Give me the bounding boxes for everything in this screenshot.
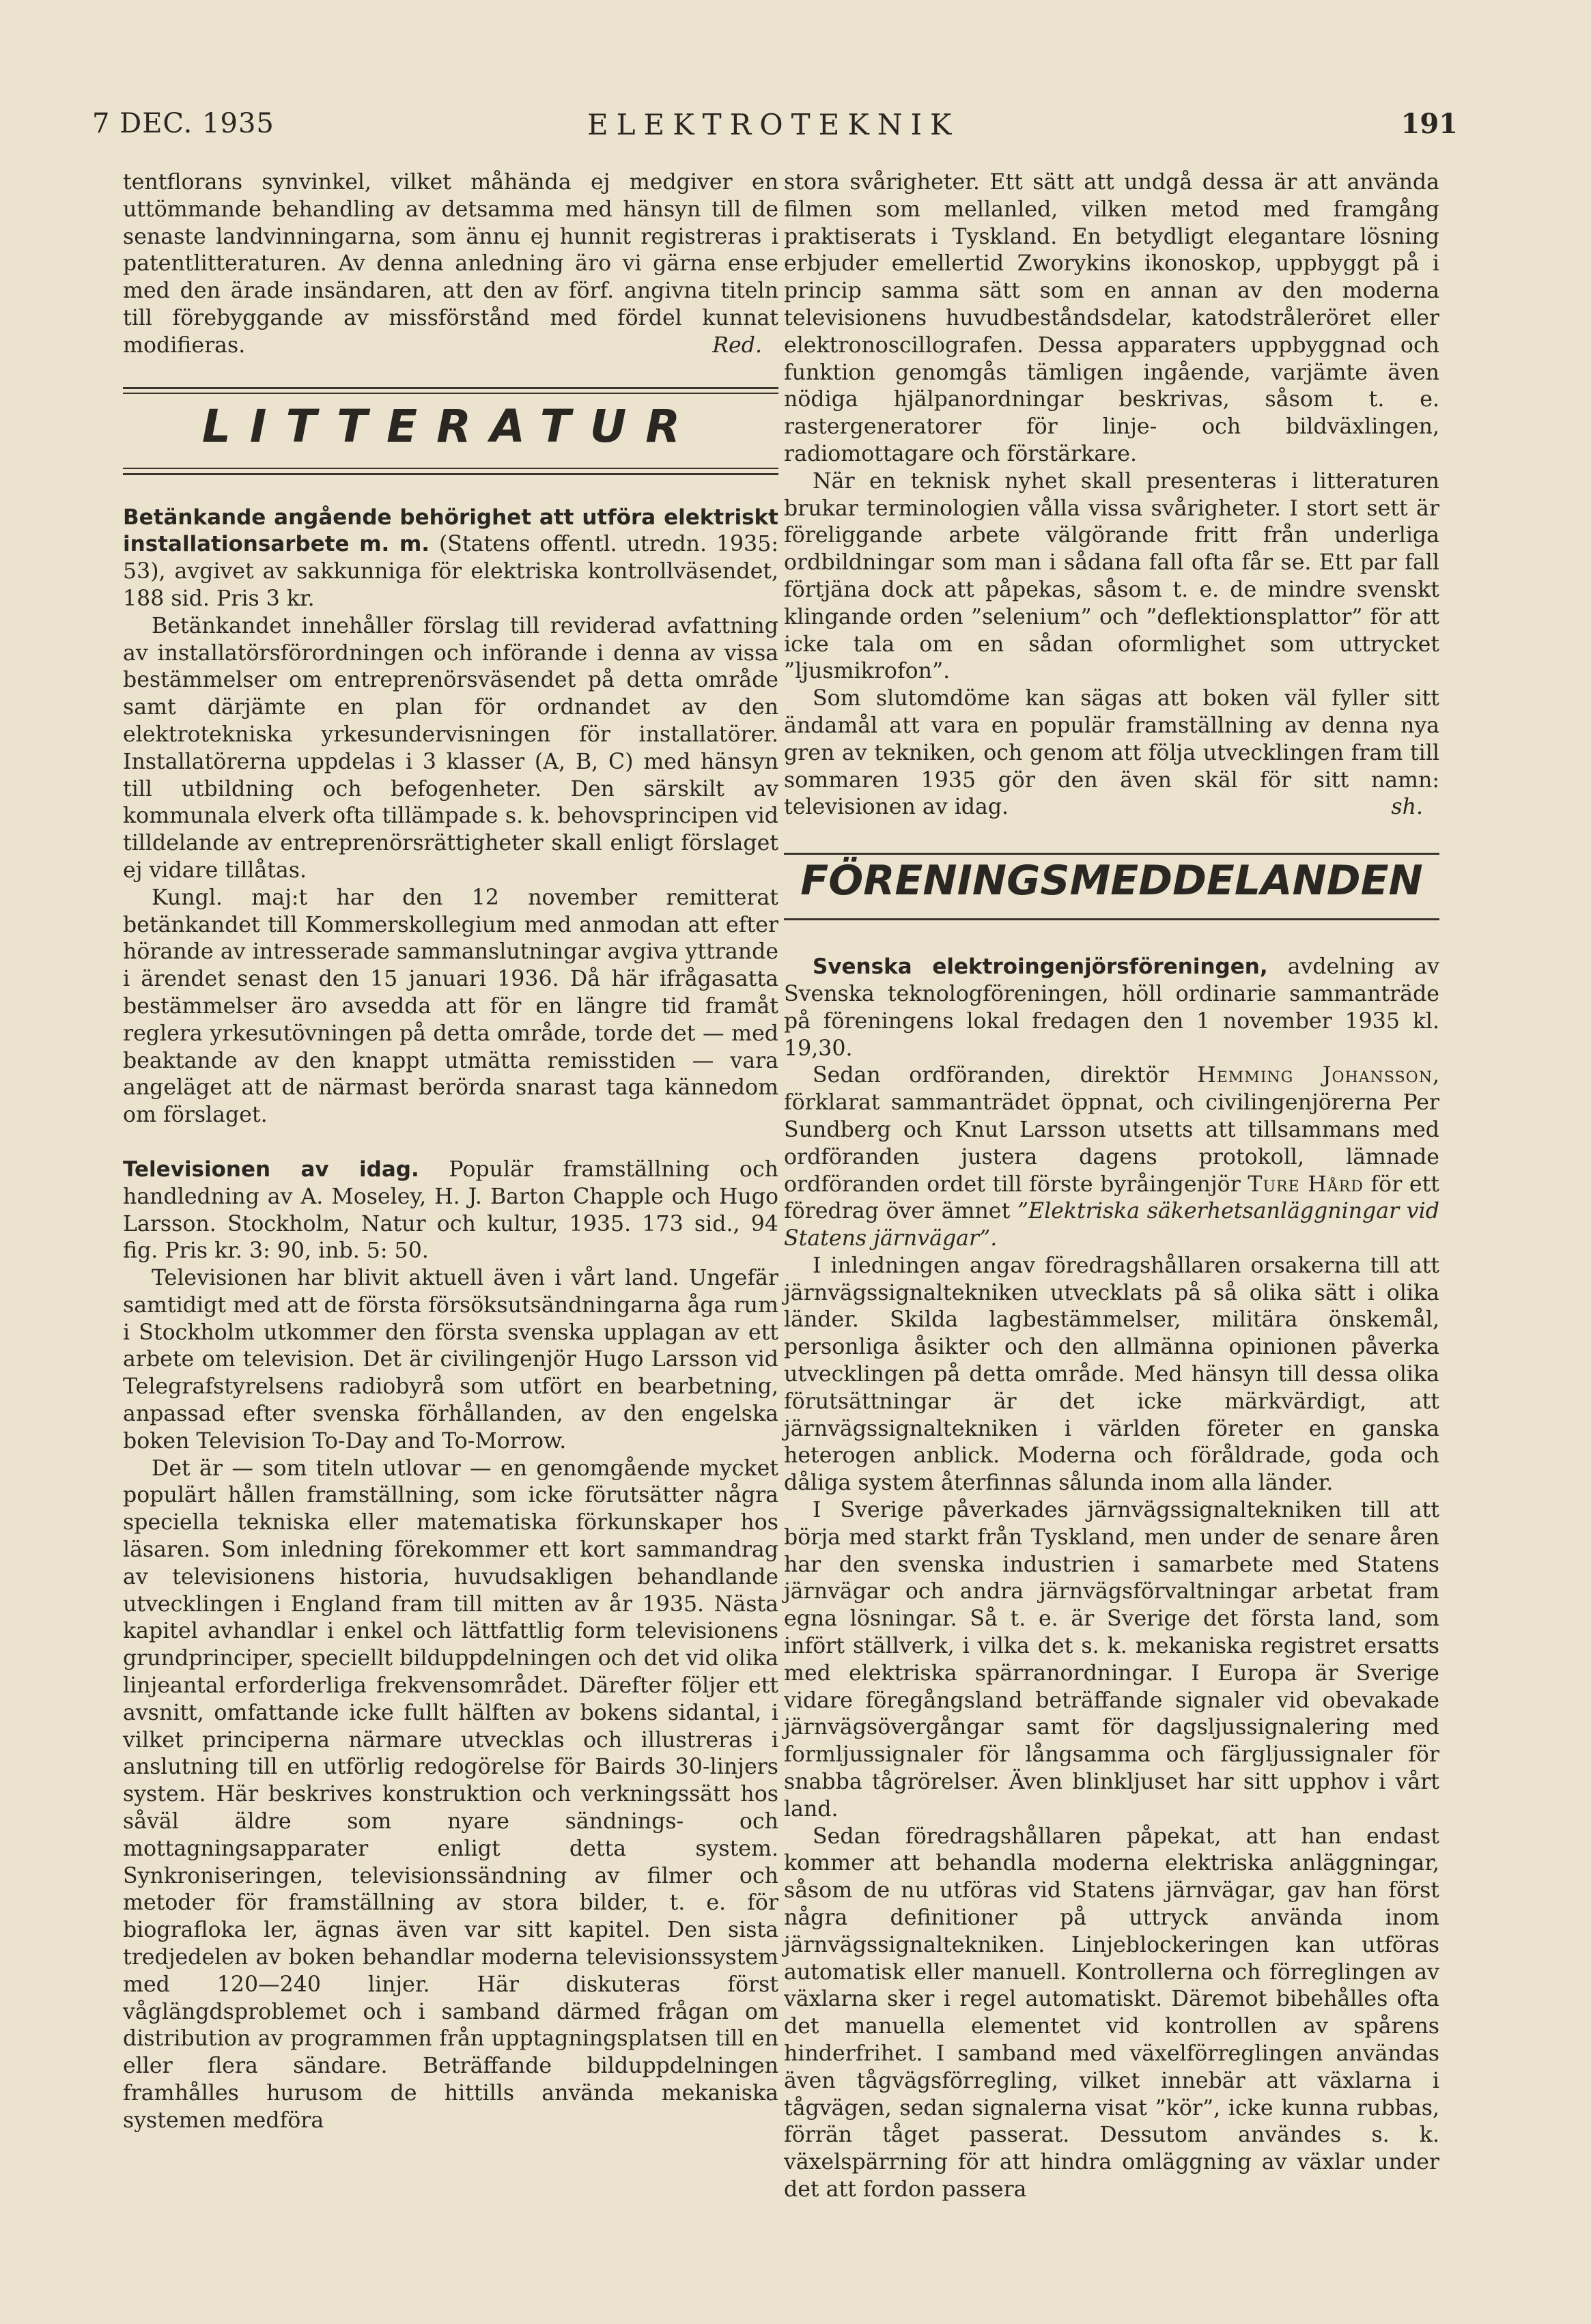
heading-rule-bottom [784, 918, 1439, 920]
review2-paragraph-2: Det är — som titeln utlovar — en genomgående mycket populärt hållen framställning, som icke förutsätter några speciella tekniska eller matematiska förkunskaper hos läsaren. Som inledning förekommer ett kort sammandrag av televisionens historia, huvudsakligen behandlande utvecklingen i England fram till mitten av år 1935. Nästa kapitel avhandlar i enkel och lättfattlig form televisionens grundprinciper, speciellt bilduppdelningen och det vid olika linjeantal erforderliga frekvensområdet. Därefter följer ett avsnitt, omfattande icke fullt hälften av bokens sidantal, i vilket principerna närmare utvecklas och illustreras i anslutning till en utförlig redogörelse för Bairds 30-linjers system. Här beskrives konstruktion och verkningssätt hos såväl äldre som nyare sändnings- och mottagningsapparater enligt detta system. Synkroniseringen, televisionssändning av filmer och metoder för framställning av stora bilder, t. e. för biografloka ler, ägnas även var sitt kapitel. Den sista tredjedelen av boken behandlar moderna televisionssystem med 120—240 linjer. Här diskuteras först våglängdsproblemet och i samband därmed frågan om distribution av programmen från upptagningsplatsen till en eller flera sändare. Beträffande bilduppdelningen framhålles hurusom de hittills använda mekaniska systemen medföra [123, 1456, 778, 2133]
litteratur-heading [123, 387, 778, 477]
page-number: 191 [1400, 108, 1458, 140]
intro-paragraph [123, 169, 778, 360]
review1-paragraph-2: Kungl. maj:t har den 12 november remitterat betänkandet till Kommerskollegium med anmodan att efter hörande av intresserade sammanslutningar avgiva yttrande i ärendet senast den 15 januari 1936. Då här ifrågasatta bestämmelser äro avsedda att för en längre tid framåt reglera yrkesutövningen på detta område, torde det — med beaktande av den knappt utmätta remisstiden — vara angeläget att de närmast berörda snarast taga kännedom om förslaget. [123, 885, 778, 1128]
section-title-litteratur: LITTERATUR [201, 399, 700, 453]
issue-date: 7 DEC. 1935 [92, 108, 274, 139]
heading-rule-bottom [123, 473, 778, 475]
review2-paragraph-1: Televisionen har blivit aktuell även i vårt land. Ungefär samtidigt med att de första försöksutsändningarna åga rum i Stockholm utkommer den första svenska upplagan av ett arbete om television. Det är civilingenjör Hugo Larsson vid Telegrafstyrelsens radiobyrå som utfört en bearbetning, anpassad efter svenska förhållanden, av den engelska boken Television To-Day and To-Morrow. [123, 1266, 778, 1454]
review2-title: Televisionen av idag. [123, 1157, 419, 1182]
lecture-topic: ”Elektriska säkerhetsanläggningar vid Statens järnvägar”. [784, 1199, 1439, 1251]
review1-meta: (Statens offentl. utredn. 1935: 53), avgivet av sakkunniga för elektriska kontrollväsendet, 188 sid. Pris 3 kr. [123, 532, 779, 611]
heading-rule-top [784, 853, 1439, 855]
association-paragraph-2 [784, 1062, 1439, 1253]
heading-rule-top-thin [123, 393, 778, 394]
foreningsmeddelanden-heading [784, 853, 1439, 926]
assoc-p2-part-c: för ett föredrag över ämnet [784, 1172, 1439, 1224]
review2-continued: stora svårigheter. Ett sätt att undgå dessa är att använda filmen som mellanled, vilken metod med framgång praktiserats i Tyskland. En betydligt elegantare lösning erbjuder emellertid Zworykins ikonoskop, uppbyggt på i princip samma sätt som en annan av den moderna televisionens huvudbeståndsdelar, katodstråleröret eller elektronoscillografen. Dessa apparaters uppbyggnad och funktion genomgås tämligen ingående, varjämte även nödiga hjälpanordningar beskrivas, såsom t. e. rastergeneratorer för linje- och bildväxlingen, radiomottagare och förstärkare. [784, 170, 1439, 466]
association-paragraph-1 [784, 954, 1439, 1062]
section-title-foreningsmeddelanden: FÖRENINGSMEDDELANDEN [800, 857, 1423, 905]
right-column [784, 169, 1439, 2204]
terminology-paragraph: När en teknisk nyhet skall presenteras i litteraturen brukar terminologien vålla vissa svårigheter. I stort sett är föreliggande arbete välgörande fritt från underliga ordbildningar som man i sådana fall ofta får se. Ett par fall förtjäna dock att påpekas, såsom t. e. de mindre svenskt klingande orden ”selenium” och ”deflektionsplattor” för att icke tala om en sådan oformlighet som uttrycket ”ljusmikrofon”. [784, 468, 1439, 684]
association-intro: avdelning av Svenska teknologföreningen, höll ordinarie sammanträde på föreningens lokal fredagen den 1 november 1935 kl. 19,30. [784, 954, 1439, 1061]
heading-rule-bottom-thin [123, 468, 778, 469]
conclusion-paragraph [784, 685, 1439, 821]
journal-title: ELEKTROTEKNIK [587, 108, 960, 141]
conclusion-text: Som slutomdöme kan sägas att boken väl fyller sitt ändamål att vara en populär framställning av denna nya gren av tekniken, och genom att följa utvecklingen fram till sommaren 1935 gör den även skäl för sitt namn: televisionen av idag. [784, 686, 1439, 820]
intro-text: tentflorans synvinkel, vilket måhända ej medgiver en uttömmande behandling av detsamma med hänsyn till de senaste landvinningarna, som ännu ej hunnit registreras i patentlitteraturen. Av denna anledning äro vi gärna ense med den ärade insändaren, att den av förf. angivna titeln till förebyggande av missförstånd med fördel kunnat modifieras. [123, 170, 778, 358]
review2-heading [123, 1157, 778, 1265]
intro-signature: Red. [712, 332, 762, 358]
chairman-name: Hemming Johansson [1197, 1063, 1433, 1088]
heading-rule-top [123, 387, 778, 389]
association-paragraph-5: Sedan föredragshållaren påpekat, att han endast kommer att behandla moderna elektriska anläggningar, såsom de nu utföras vid Statens järnvägar, gav han först några definitioner på uttryck använda inom järnvägssignaltekniken. Linjeblockeringen kan utföras automatisk eller manuell. Kontrollerna och förreglingen av växlarna sker i regel automatiskt. Däremot bibehålles ofta det manuella elementet vid kontrollen av spårens hinderfrihet. I samband med växelförreglingen användas även tågvägsförregling, vilket innebär att växlarna i tågvägen, sedan signalerna visat ”kör”, icke kunna rubbas, förrän tåget passerat. Dessutom användes s. k. växelspärrning för att hindra omläggning av växlar under det att fordon passera [784, 1824, 1439, 2202]
association-paragraph-4: I Sverige påverkades järnvägssignaltekniken till att börja med starkt från Tyskland, men under de senare åren har den svenska industrien i samarbete med Statens järnvägar och andra järnvägsförvaltningar arbetat fram egna lösningar. Så t. e. är Sverige det första land, som infört ställverk, i vilka det s. k. mekaniska registret ersatts med elektriska spärranordningar. I Europa är Sverige vidare föregångsland beträffande signaler vid obevakade järnvägsövergångar samt för dagsljussignalering med formljussignaler för långsamma och färgljussignaler för snabba tågrörelser. Även blinkljuset har sitt upphov i vårt land. [784, 1498, 1439, 1822]
assoc-p2-part-a: Sedan ordföranden, direktör [813, 1063, 1169, 1088]
conclusion-signature: sh. [1391, 795, 1423, 820]
association-paragraph-3: I inledningen angav föredragshållaren orsakerna till att järnvägssignaltekniken utvecklats på så olika sätt i olika länder. Skilda lagbestämmelser, militära önskemål, personliga åsikter och den allmänna opinionen påverka utvecklingen på detta område. Med hänsyn till dessa olika förutsättningar är det icke märkvärdigt, att järnvägssignaltekniken i världen företer en ganska heterogen anblick. Moderna och föråldrade, goda och dåliga system återfinnas sålunda inom alla länder. [784, 1253, 1439, 1496]
left-column [123, 169, 778, 2135]
review1-heading [123, 505, 778, 613]
review1-title: Betänkande angående behörighet att utföra elektriskt installationsarbete m. m. [123, 505, 778, 557]
assoc-p2-part-b: , förklarat sammanträdet öppnat, och civilingenjörerna Per Sundberg och Knut Larsson utsetts att tillsammans med ordföranden justera dagens protokoll, lämnade ordföranden ordet till förste byråingenjör [784, 1063, 1439, 1197]
page-header [92, 108, 1458, 149]
speaker-name: Ture Hård [1248, 1172, 1364, 1197]
association-name: Svenska elektroingenjörsföreningen, [813, 954, 1268, 980]
review1-paragraph-1: Betänkandet innehåller förslag till reviderad avfattning av installatörsförordningen och införande i denna av vissa bestämmelser om entreprenörsväsendet på detta område samt därjämte en plan för ordnandet av den elektrotekniska yrkesundervisningen för installatörer. Installatörerna uppdelas i 3 klasser (A, B, C) med hänsyn till utbildning och befogenheter. Den särskilt av kommunala elverk ofta tillämpade s. k. behovsprincipen vid tilldelande av entreprenörsrättigheter skall enligt förslaget ej vidare tillåtas. [123, 613, 778, 883]
review2-meta: Populär framställning och handledning av A. Moseley, H. J. Barton Chapple och Hugo Larsson. Stockholm, Natur och kultur, 1935. 173 sid., 94 fig. Pris kr. 3: 90, inb. 5: 50. [123, 1157, 778, 1264]
